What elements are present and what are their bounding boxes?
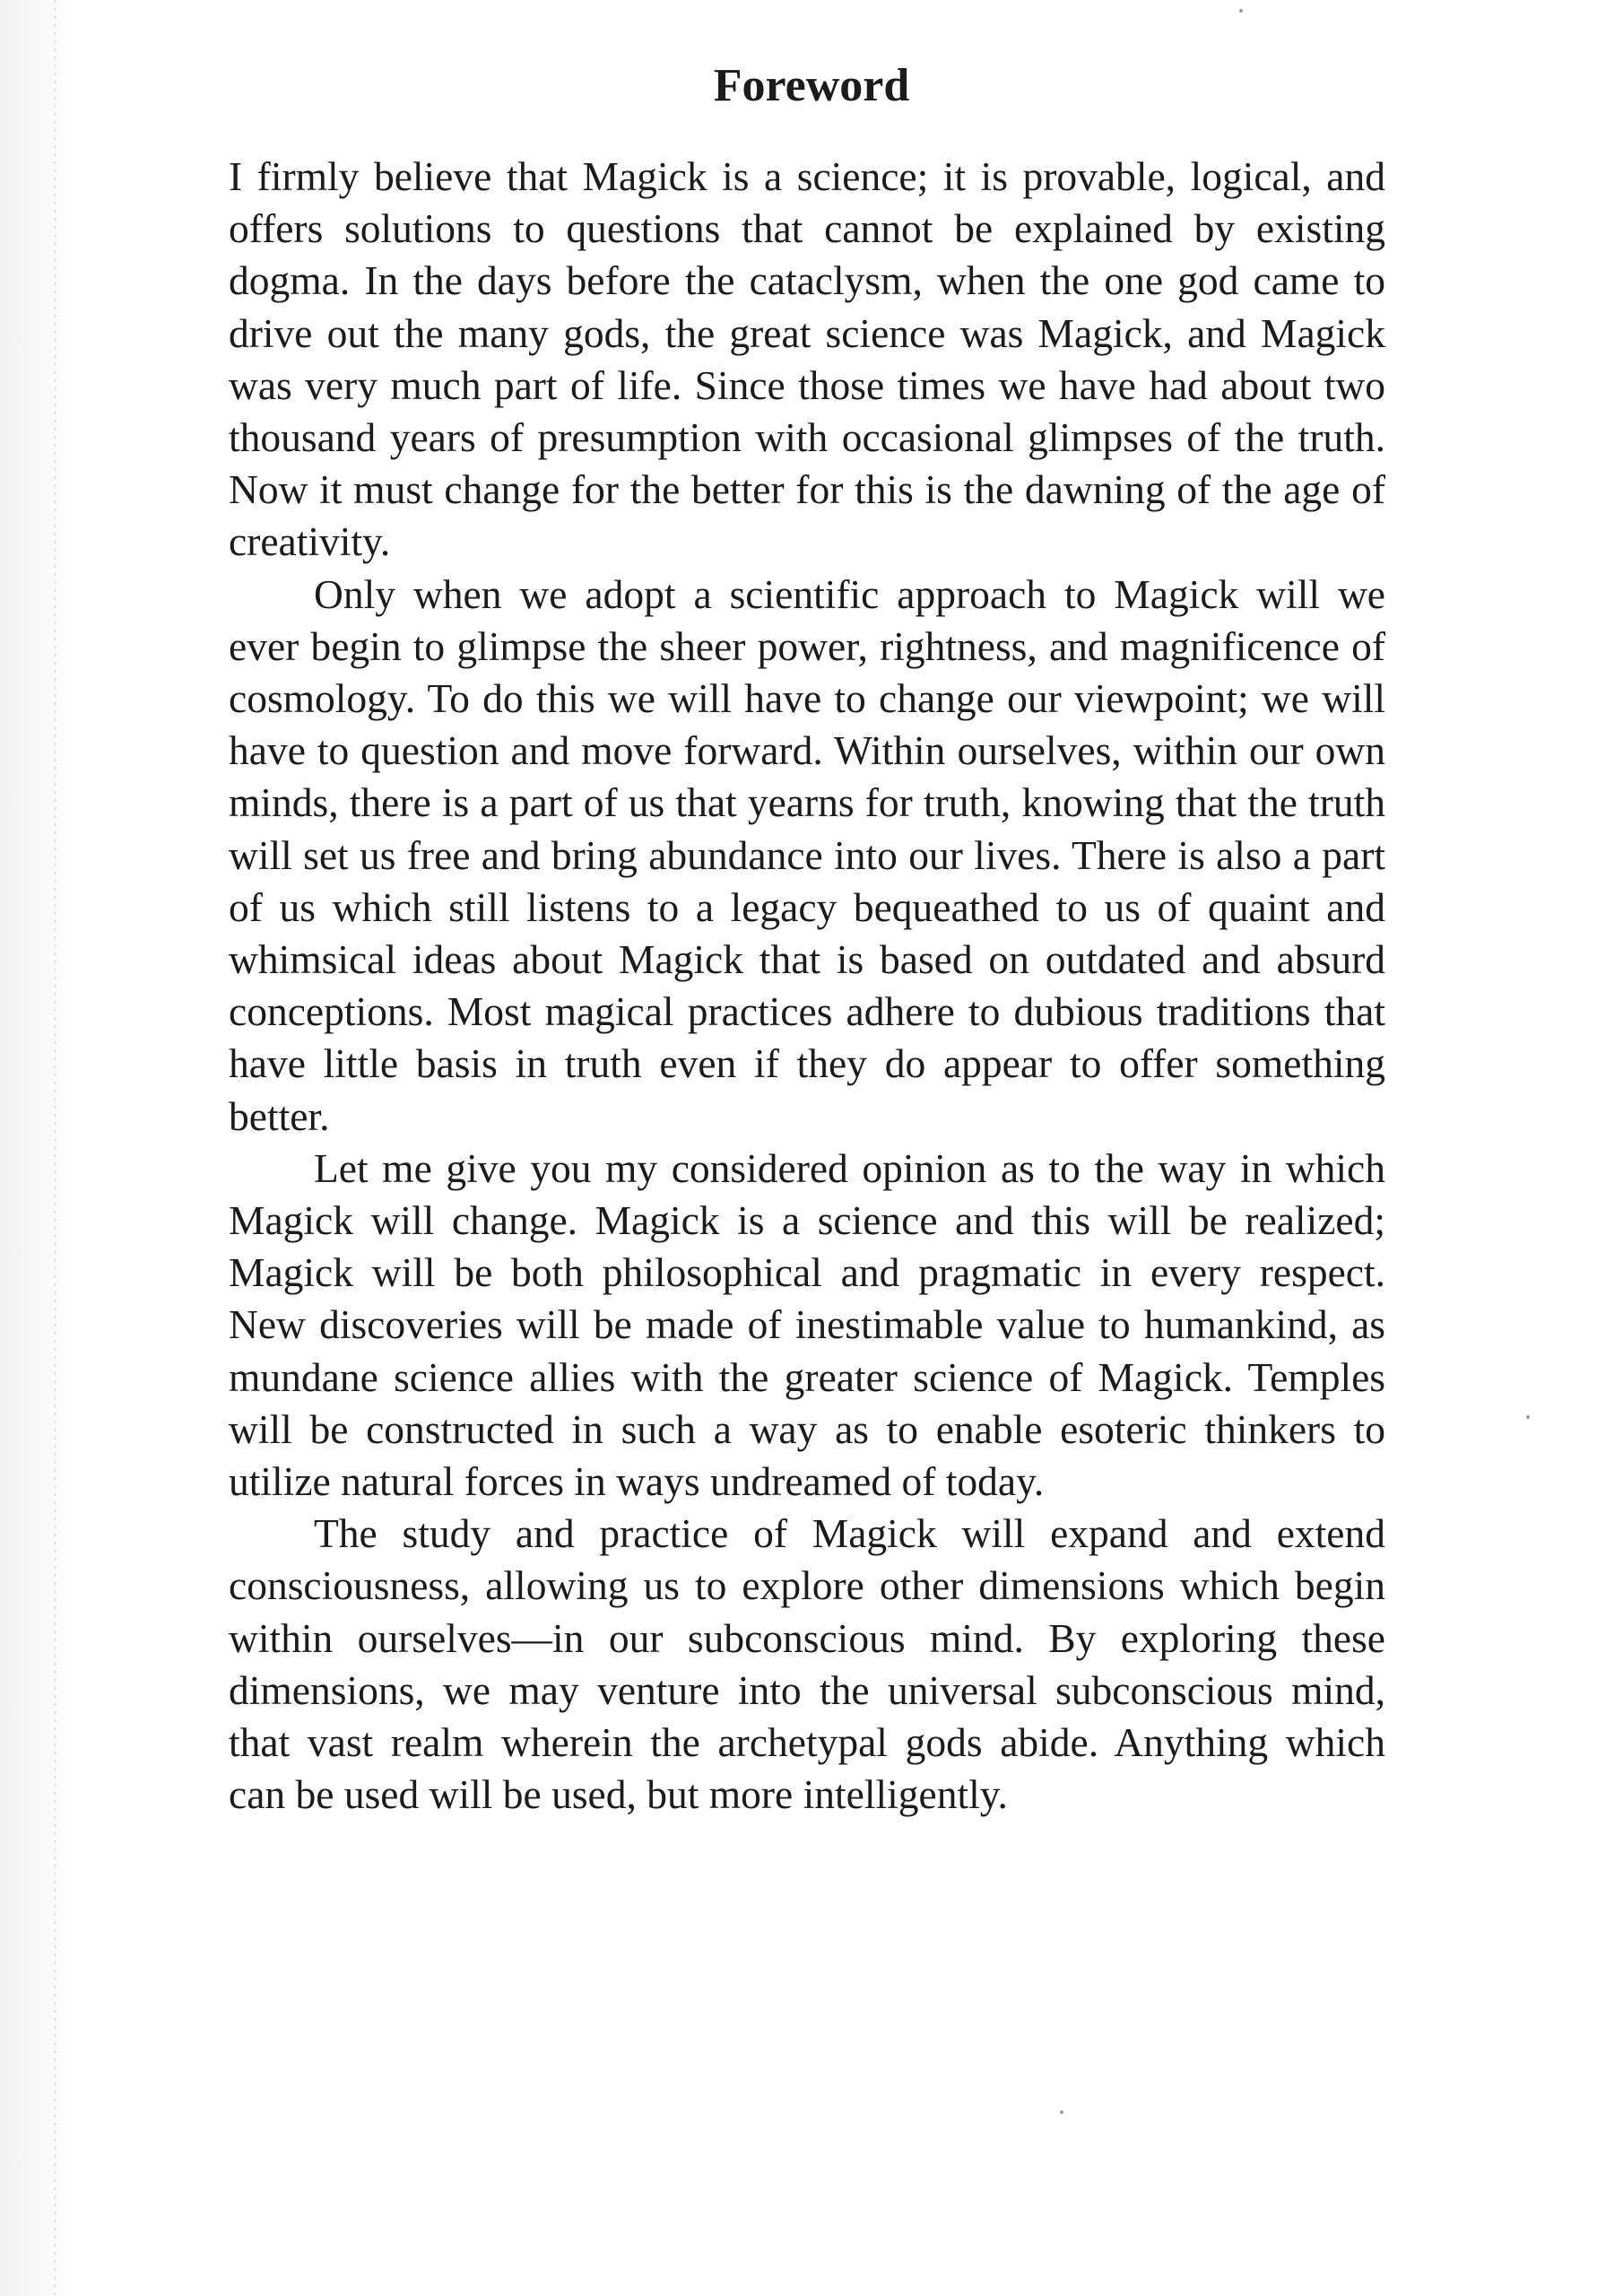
scan-speck: [1060, 2110, 1063, 2114]
scan-speck: [1526, 1415, 1530, 1419]
paragraph: Let me give you my considered opinion as to the way in which Magick will change. Magick is a science and this will be realized; Magick will be both philosophical and pragmatic in every respect. New discoveries will be made of inestimable value to humankind, as mundane science allies with the greater science of Magick. Temples will be constructed in such a way as to enable esoteric thinkers to utilize natural forces in ways undreamed of today.: [229, 1144, 1385, 1505]
scan-edge: [0, 0, 81, 2296]
scan-speck: [1239, 9, 1243, 13]
paragraph: The study and practice of Magick will expand and extend consciousness, allowing us to explore other dimensions which begin within ourselves—in our subconscious mind. By exploring these dimensions, we may venture into the universal subconscious mind, that vast realm wherein the archetypal gods abide. Anything which can be used will be used, but more intelligently.: [229, 1510, 1385, 1818]
body-text: [229, 151, 1385, 1822]
paragraph: Only when we adopt a scientific approach to Magick will we ever begin to glimpse the sheer power, rightness, and magnificence of cosmology. To do this we will have to change our viewpoint; we will have to question and move forward. Within ourselves, within our own minds, there is a part of us that yearns for truth, knowing that the truth will set us free and bring abundance into our lives. There is also a part of us which still listens to a legacy bequeathed to us of quaint and whimsical ideas about Magick that is based on outdated and absurd conceptions. Most magical practices adhere to dubious traditions that have little basis in truth even if they do appear to offer something better.: [229, 570, 1385, 1139]
paragraph: I firmly believe that Magick is a science; it is provable, logical, and offers solutions to questions that cannot be explained by existing dogma. In the days before the cataclysm, when the one god came to drive out the many gods, the great science was Magick, and Magick was very much part of life. Since those times we have had about two thousand years of presumption with occasional glimpses of the truth. Now it must change for the better for this is the dawning of the age of creativity.: [229, 153, 1385, 565]
page-title: Foreword: [713, 60, 910, 111]
